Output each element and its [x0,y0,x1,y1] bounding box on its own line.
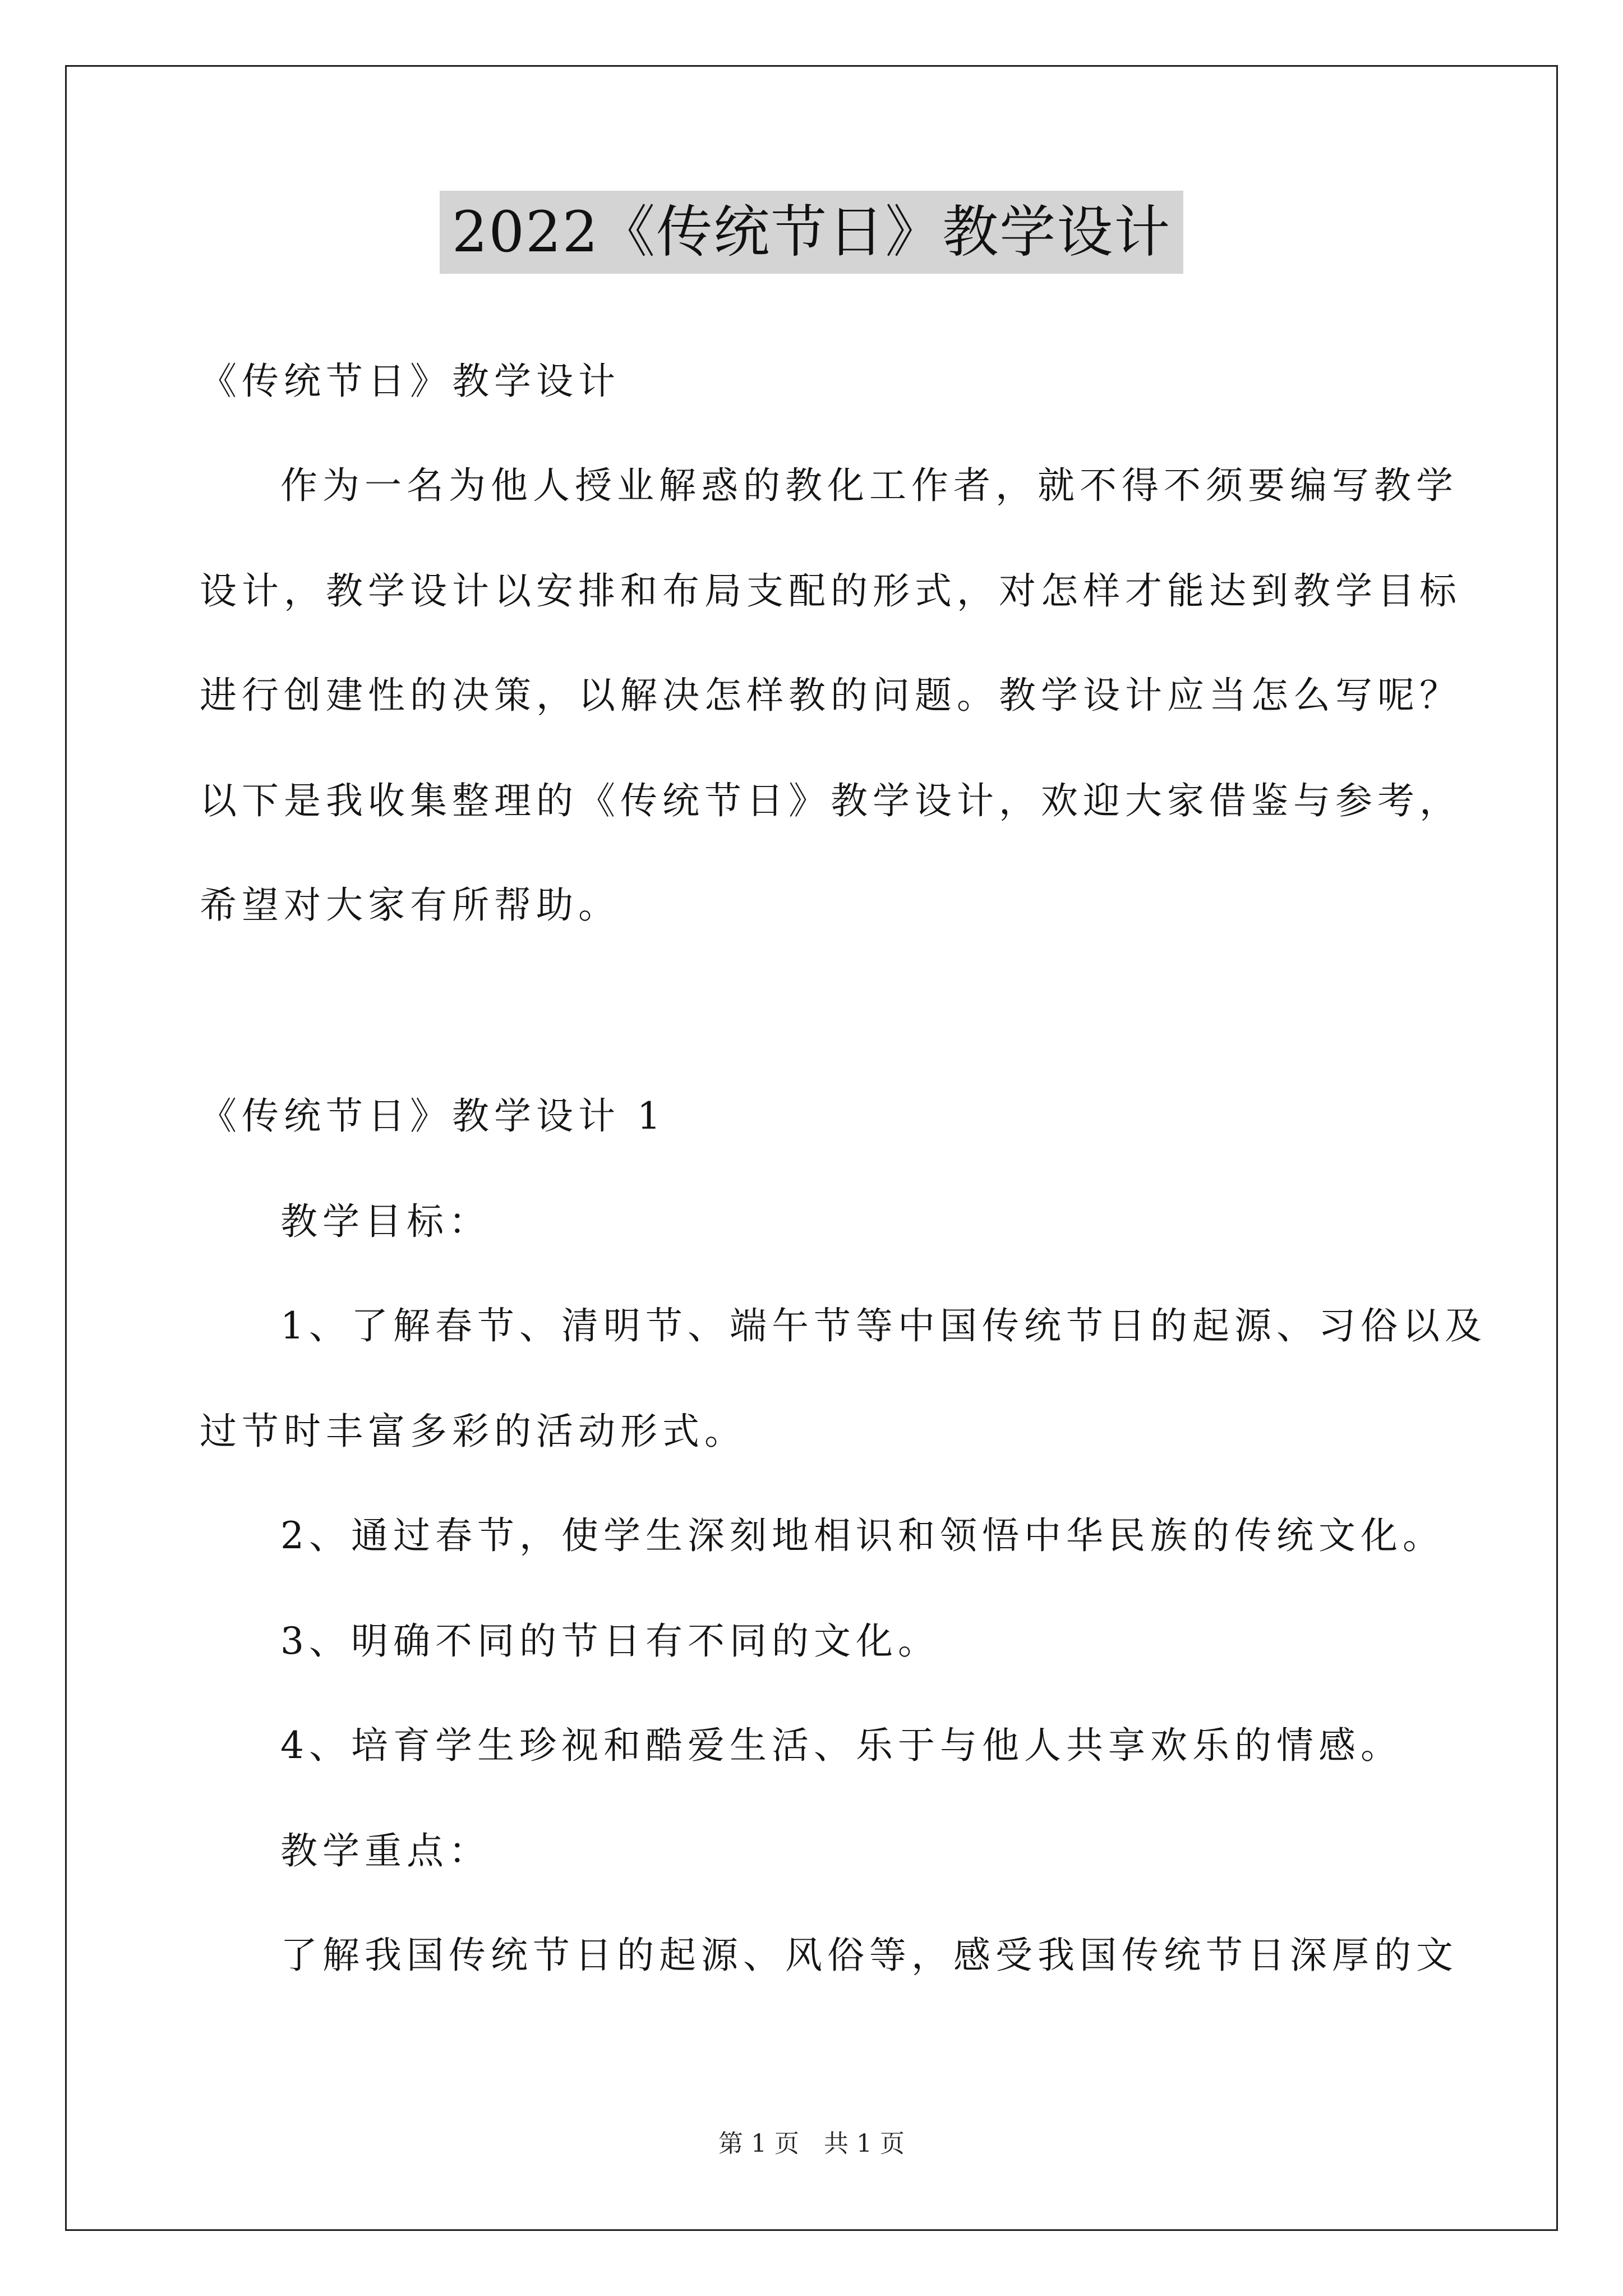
page-footer: 第 1 页 共 1 页 [718,2129,905,2158]
paragraph-line: 进行创建性的决策，以解决怎样教的问题。教学设计应当怎么写呢？ [200,674,1461,717]
document-title: 2022《传统节日》教学设计 [440,191,1184,274]
paragraph-line: 设计，教学设计以安排和布局支配的形式，对怎样才能达到教学目标 [200,569,1461,613]
list-item-continuation: 过节时丰富多彩的活动形式。 [200,1410,746,1453]
paragraph-line: 作为一名为他人授业解惑的教化工作者，就不得不须要编写教学 [280,464,1458,507]
paragraph-line: 以下是我收集整理的《传统节日》教学设计，欢迎大家借鉴与参考， [200,779,1461,822]
list-item: 4、培育学生珍视和酷爱生活、乐于与他人共享欢乐的情感。 [280,1724,1403,1767]
paragraph-line: 了解我国传统节日的起源、风俗等，感受我国传统节日深厚的文 [280,1934,1458,1977]
section-heading: 《传统节日》教学设计 1 [200,1094,666,1138]
subsection-heading: 教学重点： [280,1829,491,1872]
title-container [0,191,1623,274]
list-item: 2、通过春节，使学生深刻地相识和领悟中华民族的传统文化。 [280,1514,1445,1557]
paragraph-line: 希望对大家有所帮助。 [200,884,620,927]
list-item: 1、了解春节、清明节、端午节等中国传统节日的起源、习俗以及 [280,1304,1487,1347]
subsection-heading: 教学目标： [280,1200,491,1243]
subtitle-line: 《传统节日》教学设计 [200,360,620,403]
list-item: 3、明确不同的节日有不同的文化。 [280,1619,940,1663]
